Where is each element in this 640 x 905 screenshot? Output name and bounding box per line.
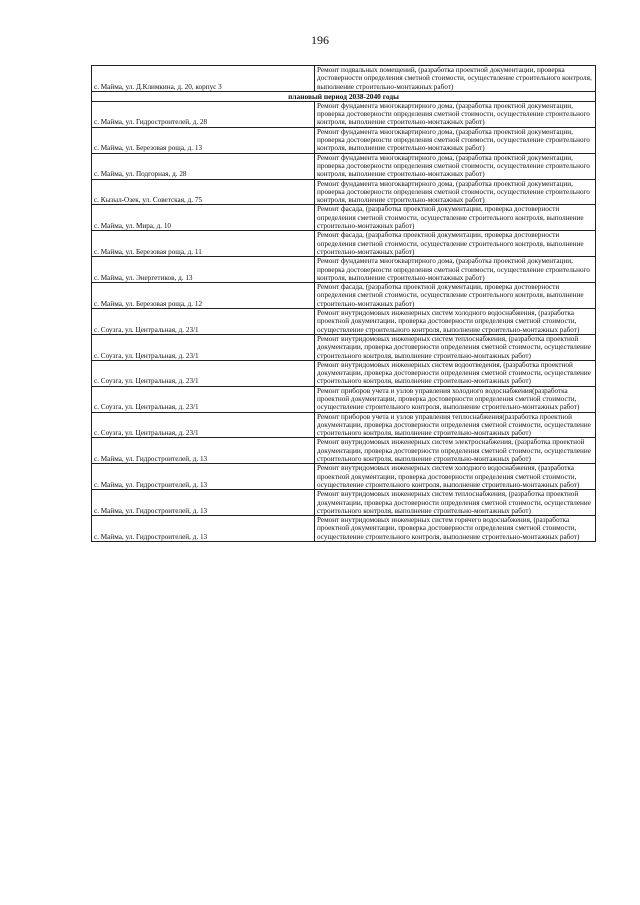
work-cell: Ремонт фундамента многоквартирного дома, (разработка проектной документации, проверка достоверности определения сметной стоимости, осуществление строительного контроля, выполнение строительно-монтажных работ) — [315, 101, 596, 127]
work-cell: Ремонт внутридомовых инженерных систем электроснабжения, (разработка проектной документации, проверка достоверности определения сметной стоимости, осуществление строительного контроля, выполнение строительно-монтажных работ) — [315, 438, 596, 464]
table-row — [92, 516, 596, 542]
table-row — [92, 153, 596, 179]
table-row — [92, 257, 596, 283]
table-row — [92, 490, 596, 516]
table-row — [92, 127, 596, 153]
table-row — [92, 231, 596, 257]
address-cell: с. Майма, ул. Березовая роща, д. 11 — [92, 231, 315, 257]
period-heading-row — [92, 91, 596, 101]
page-number: 196 — [311, 33, 329, 47]
work-cell: Ремонт внутридомовых инженерных систем холодного водоснабжения, (разработка проектной документации, проверка достоверности определения сметной стоимости, осуществление строительного контроля, выполнение строительно-монтажных работ) — [315, 464, 596, 490]
table-row — [92, 360, 596, 386]
work-cell: Ремонт внутридомовых инженерных систем холодного водоснабжения, (разработка проектной документации, проверка достоверности определения сметной стоимости, осуществление строительного контроля, выполнение строительно-монтажных работ) — [315, 309, 596, 335]
work-cell: Ремонт внутридомовых инженерных систем теплоснабжения, (разработка проектной документации, проверка достоверности определения сметной стоимости, осуществление строительного контроля, выполнение строительно-монтажных работ) — [315, 334, 596, 360]
address-cell: с. Соузга, ул. Центральная, д. 23/1 — [92, 334, 315, 360]
work-cell: Ремонт фасада, (разработка проектной документации, проверка достоверности определения сметной стоимости, осуществление строительного контроля, выполнение строительно-монтажных работ) — [315, 205, 596, 231]
work-cell: Ремонт фундамента многоквартирного дома, (разработка проектной документации, проверка достоверности определения сметной стоимости, осуществление строительного контроля, выполнение строительно-монтажных работ) — [315, 153, 596, 179]
table-row — [92, 179, 596, 205]
table-row — [92, 386, 596, 412]
work-cell: Ремонт приборов учета и узлов управления холодного водоснабжения(разработка проектной документации, проверка достоверности определения сметной стоимости, осуществление строительного контроля, выполнение строительно-монтажных работ) — [315, 386, 596, 412]
work-cell: Ремонт подвальных помещений, (разработка проектной документации, проверка достоверности определения сметной стоимости, осуществление строительного контроля, выполнение строительно-монтажных работ) — [315, 66, 596, 92]
address-cell: с. Кызыл-Озек, ул. Советская, д. 75 — [92, 179, 315, 205]
address-cell: с. Майма, ул. Гидростроителей, д. 13 — [92, 490, 315, 516]
table-row — [92, 205, 596, 231]
work-cell: Ремонт фасада, (разработка проектной документации, проверка достоверности определения сметной стоимости, осуществление строительного контроля, выполнение строительно-монтажных работ) — [315, 283, 596, 309]
table-body — [92, 66, 596, 542]
address-cell: с. Майма, ул. Гидростроителей, д. 28 — [92, 101, 315, 127]
address-cell: с. Соузга, ул. Центральная, д. 23/1 — [92, 386, 315, 412]
work-cell: Ремонт приборов учета и узлов управления теплоснабжения(разработка проектной документации, проверка достоверности определения сметной стоимости, осуществление строительного контроля, выполнение строительно-монтажных работ) — [315, 412, 596, 438]
work-cell: Ремонт фундамента многоквартирного дома, (разработка проектной документации, проверка достоверности определения сметной стоимости, осуществление строительного контроля, выполнение строительно-монтажных работ) — [315, 179, 596, 205]
work-cell: Ремонт внутридомовых инженерных систем горячего водоснабжения, (разработка проектной документации, проверка достоверности определения сметной стоимости, осуществление строительного контроля, выполнение строительно-монтажных работ) — [315, 516, 596, 542]
table-row — [92, 101, 596, 127]
work-cell: Ремонт внутридомовых инженерных систем теплоснабжения, (разработка проектной документации, проверка достоверности определения сметной стоимости, осуществление строительного контроля, выполнение строительно-монтажных работ) — [315, 490, 596, 516]
address-cell: с. Майма, ул. Березовая роща, д. 13 — [92, 127, 315, 153]
address-cell: с. Майма, ул. Д.Климкина, д. 20, корпус 3 — [92, 66, 315, 92]
work-cell: Ремонт фундамента многоквартирного дома, (разработка проектной документации, проверка достоверности определения сметной стоимости, осуществление строительного контроля, выполнение строительно-монтажных работ) — [315, 257, 596, 283]
period-heading: плановый период 2038-2040 годы — [92, 91, 596, 101]
address-cell: с. Майма, ул. Гидростроителей, д. 13 — [92, 438, 315, 464]
work-cell: Ремонт внутридомовых инженерных систем водоотведения, (разработка проектной документации, проверка достоверности определения сметной стоимости, осуществление строительного контроля, выполнение строительно-монтажных работ) — [315, 360, 596, 386]
repair-works-table — [91, 65, 596, 542]
address-cell: с. Соузга, ул. Центральная, д. 23/1 — [92, 360, 315, 386]
address-cell: с. Майма, ул. Березовая роща, д. 12 — [92, 283, 315, 309]
table-row — [92, 464, 596, 490]
work-cell: Ремонт фасада, (разработка проектной документации, проверка достоверности определения сметной стоимости, осуществление строительного контроля, выполнение строительно-монтажных работ) — [315, 231, 596, 257]
table-row — [92, 412, 596, 438]
table-row — [92, 438, 596, 464]
address-cell: с. Майма, ул. Энергетиков, д. 13 — [92, 257, 315, 283]
address-cell: с. Соузга, ул. Центральная, д. 23/1 — [92, 309, 315, 335]
work-cell: Ремонт фундамента многоквартирного дома, (разработка проектной документации, проверка достоверности определения сметной стоимости, осуществление строительного контроля, выполнение строительно-монтажных работ) — [315, 127, 596, 153]
address-cell: с. Соузга, ул. Центральная, д. 23/1 — [92, 412, 315, 438]
table-row — [92, 283, 596, 309]
table-row — [92, 66, 596, 92]
address-cell: с. Майма, ул. Гидростроителей, д. 13 — [92, 516, 315, 542]
table-row — [92, 309, 596, 335]
address-cell: с. Майма, ул. Гидростроителей, д. 13 — [92, 464, 315, 490]
table-row — [92, 334, 596, 360]
address-cell: с. Майма, ул. Подгорная, д. 28 — [92, 153, 315, 179]
address-cell: с. Майма, ул. Мира, д. 10 — [92, 205, 315, 231]
